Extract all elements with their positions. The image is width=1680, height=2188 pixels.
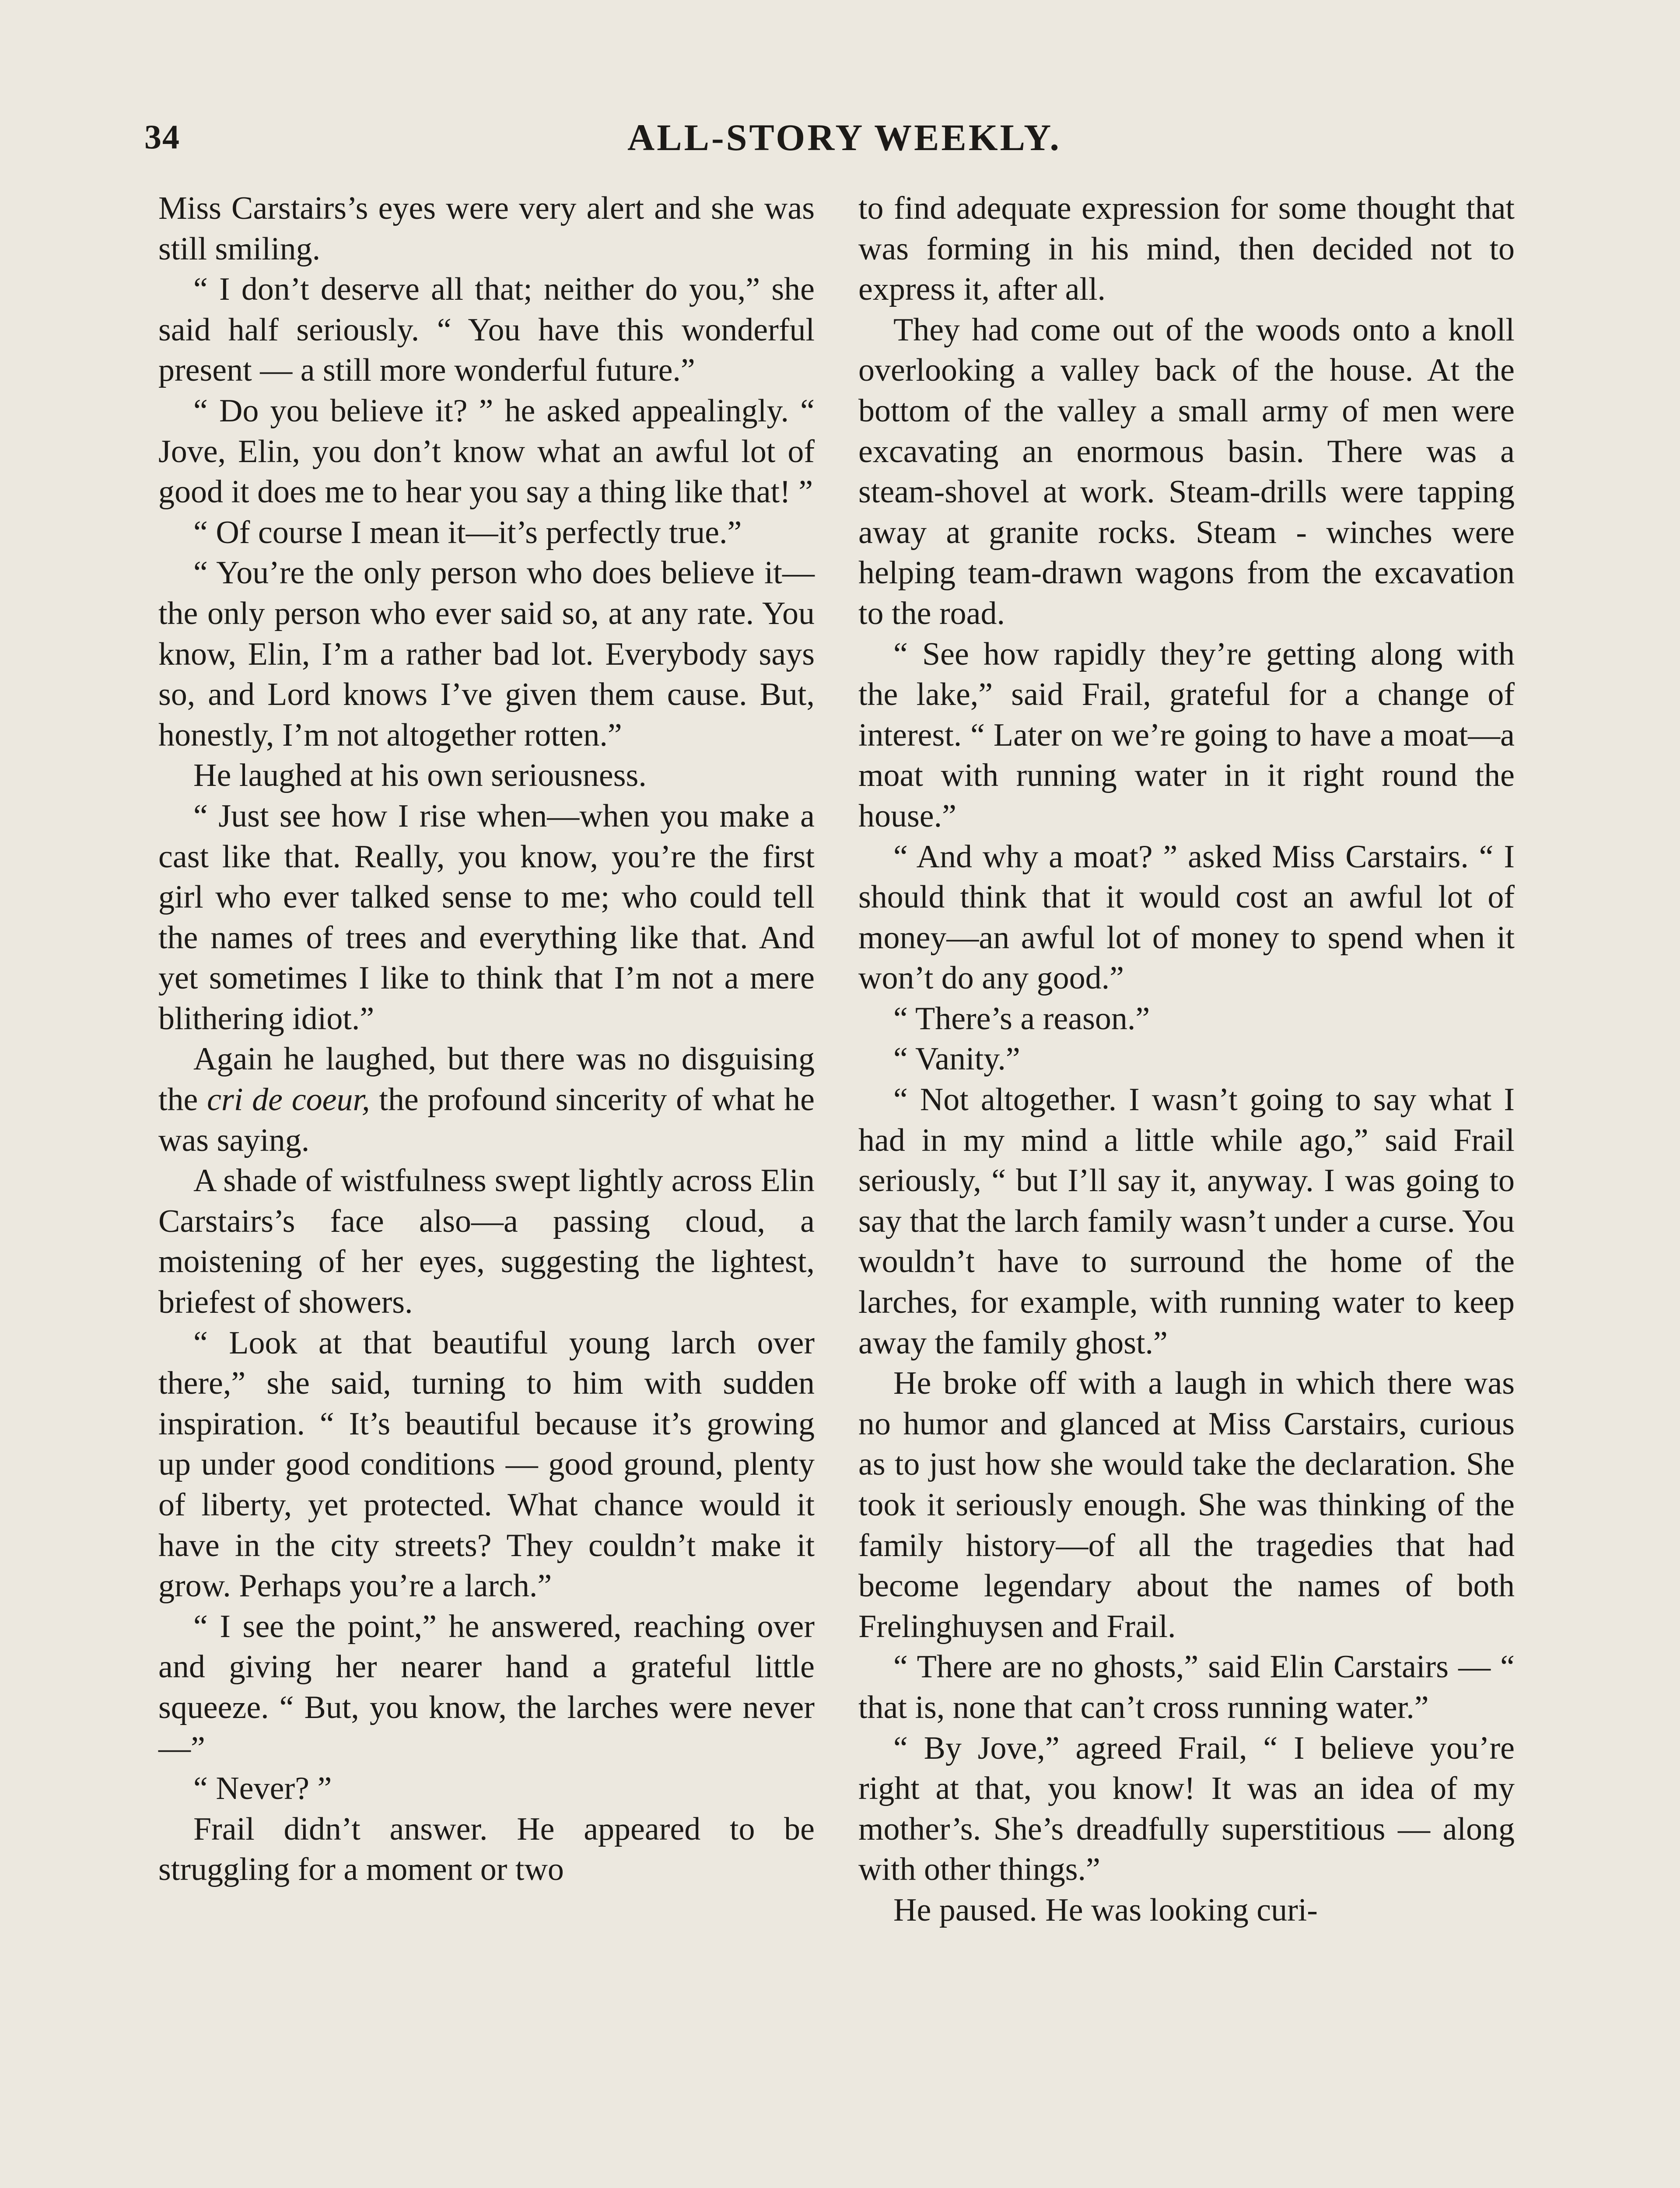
paragraph: “ I see the point,” he answered, reaching over and giving her nearer hand a grateful little squeeze. “ But, you know, the larches were never—” — [158, 1608, 815, 1766]
paragraph: “ Never? ” — [193, 1771, 332, 1807]
paragraph: He laughed at his own seriousness. — [193, 757, 647, 794]
paragraph: “ You’re the only person who does believe it—the only person who ever said so, at any rate. You know, Elin, I’m a rather bad lot. Everybody says so, and Lord knows I’ve given them cause. But, honestly, I’m not altogether rotten.” — [158, 555, 815, 753]
page-number: 34 — [144, 118, 180, 156]
paragraph: “ Not altogether. I wasn’t going to say what I had in my mind a little while ago,” said Frail seriously, “ but I’ll say it, anyway. I was going to say that the larch family wasn’t under a curse. You wouldn’t have to surround the home of the larches, for example, with running water to keep away the family ghost.” — [858, 1082, 1515, 1361]
text-column-right — [858, 188, 1515, 1931]
paragraph: “ There’s a reason.” — [893, 1000, 1150, 1037]
paragraph: “ See how rapidly they’re getting along with the lake,” said Frail, grateful for a change of interest. “ Later on we’re going to have a moat—a moat with running water in it right round the house.” — [858, 636, 1515, 834]
paragraph-text: Again he laughed, but there was no disguising the — [158, 1041, 815, 1118]
paragraph: “ Vanity.” — [893, 1041, 1020, 1077]
paragraph: “ Do you believe it? ” he asked appealingly. “ Jove, Elin, you don’t know what an awful lot of good it does me to hear you say a thing like that! ” — [158, 393, 815, 510]
paragraph — [158, 1039, 815, 1161]
page-header — [144, 117, 1544, 165]
paragraph: “ I don’t deserve all that; neither do you,” she said half seriously. “ You have this wonderful present — a still more wonderful future.” — [158, 271, 815, 389]
paragraph: A shade of wistfulness swept lightly across Elin Carstairs’s face also—a passing cloud, a moistening of her eyes, suggesting the lightest, briefest of showers. — [158, 1163, 815, 1321]
text-column-left — [158, 188, 815, 1890]
paragraph: to find adequate expression for some thought that was forming in his mind, then decided not to express it, after all. — [858, 190, 1515, 308]
paragraph: They had come out of the woods onto a knoll overlooking a valley back of the house. At the bottom of the valley a small army of men were excavating an enormous basin. There was a steam-shovel at work. Steam-drills were tapping away at granite rocks. Steam - winches were helping team-drawn wagons from the excavation to the road. — [858, 312, 1515, 631]
paragraph: Frail didn’t answer. He appeared to be struggling for a moment or two — [158, 1811, 815, 1888]
paragraph: He paused. He was looking curi- — [893, 1892, 1318, 1928]
italic-phrase: cri de coeur, — [207, 1082, 370, 1118]
paragraph: “ Of course I mean it—it’s perfectly true.” — [193, 514, 742, 551]
paragraph: “ There are no ghosts,” said Elin Carstairs — “ that is, none that can’t cross running water.” — [858, 1649, 1515, 1725]
running-head: ALL-STORY WEEKLY. — [627, 116, 1061, 158]
paragraph-text: the profound sincerity of what he was saying. — [158, 1082, 815, 1158]
paragraph: “ Just see how I rise when—when you make a cast like that. Really, you know, you’re the first girl who ever talked sense to me; who could tell the names of trees and everything like that. And yet sometimes I like to think that I’m not a mere blithering idiot.” — [158, 798, 815, 1037]
paragraph: Miss Carstairs’s eyes were very alert and she was still smiling. — [158, 190, 815, 267]
paragraph: “ And why a moat? ” asked Miss Carstairs. “ I should think that it would cost an awful lot of money—an awful lot of money to spend when it won’t do any good.” — [858, 838, 1515, 996]
paragraph: “ Look at that beautiful young larch over there,” she said, turning to him with sudden inspiration. “ It’s beautiful because it’s growing up under good conditions — good ground, plenty of liberty, yet protected. What chance would it have in the city streets? They couldn’t make it grow. Perhaps you’re a larch.” — [158, 1325, 815, 1604]
paragraph: “ By Jove,” agreed Frail, “ I believe you’re right at that, you know! It was an idea of my mother’s. She’s dreadfully superstitious — along with other things.” — [858, 1730, 1515, 1888]
paragraph: He broke off with a laugh in which there was no humor and glanced at Miss Carstairs, curious as to just how she would take the declaration. She took it seriously enough. She was thinking of the family history—of all the tragedies that had become legendary about the names of both Frelinghuysen and Frail. — [858, 1365, 1515, 1645]
